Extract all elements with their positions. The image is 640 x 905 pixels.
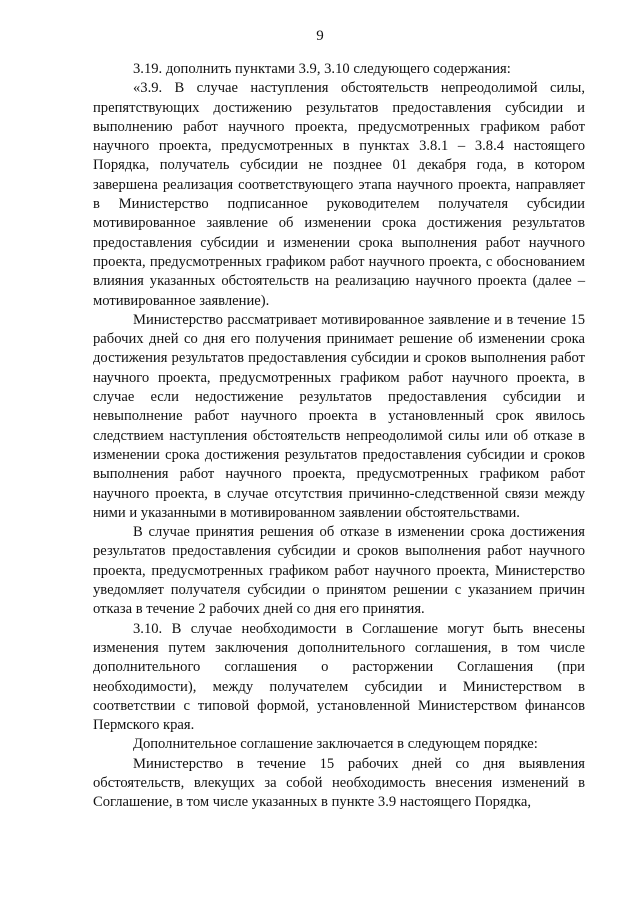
paragraph-ministry-review: Министерство рассматривает мотивированное заявление и в течение 15 рабочих дней со дня его получения принимает решение об изменении срока достижения результатов предоставления субсидии и сроков выполнения работ научного проекта, предусмотренных графиком работ научного проекта, в случае если недостижение результатов предоставления субсидии и невыполнение работ научного проекта в установленный срок явилось следствием наступления обстоятельств непреодолимой силы или об отказе в изменении срока достижения результатов предоставления субсидии и сроков выполнения работ научного проекта, предусмотренных графиком работ научного проекта, в случае отсутствия причинно-следственной связи между ними и указанными в мотивированном заявлении обстоятельствами. [93,311,585,521]
page-number: 9 [316,28,324,44]
paragraph-procedure-heading: Дополнительное соглашение заключается в следующем порядке: [133,736,538,753]
paragraph-procedure-step: Министерство в течение 15 рабочих дней со дня выявления обстоятельств, влекущих за собой необходимость внесения изменений в Соглашение, в том числе указанных в пункте 3.9 настоящего Порядка, [93,755,585,811]
document-body [93,60,585,813]
paragraph-intro: 3.19. дополнить пунктами 3.9, 3.10 следующего содержания: [133,61,511,77]
paragraph-refusal-notice: В случае принятия решения об отказе в изменении срока достижения результатов предоставления субсидии и сроков выполнения работ научного проекта, предусмотренных графиком работ научного проекта, Министерство уведомляет получателя субсидии о принятом решении с указанием причин отказа в течение 2 рабочих дней со дня его принятия. [93,524,585,618]
paragraph-3-9: «3.9. В случае наступления обстоятельств непреодолимой силы, препятствующих достижению результатов предоставления субсидии и выполнению работ научного проекта, предусмотренных графиком работ научного проекта, предусмотренных в пунктах 3.8.1 – 3.8.4 настоящего Порядка, получатель субсидии не позднее 01 декабря года, в котором завершена реализация соответствующего этапа научного проекта, направляет в Министерство подписанное руководителем получателя субсидии мотивированное заявление об изменении срока достижения результатов предоставления субсидии и изменении срока выполнения работ научного проекта, предусмотренных графиком работ научного проекта, с обоснованием влияния указанных обстоятельств на реализацию научного проекта (далее – мотивированное заявление). [93,80,585,309]
paragraph-3-10: 3.10. В случае необходимости в Соглашение могут быть внесены изменения путем заключения дополнительного соглашения, в том числе дополнительного соглашения о расторжении Соглашения (при необходимости), между получателем субсидии и Министерством в соответствии с типовой формой, установленной Министерством финансов Пермского края. [93,620,585,734]
